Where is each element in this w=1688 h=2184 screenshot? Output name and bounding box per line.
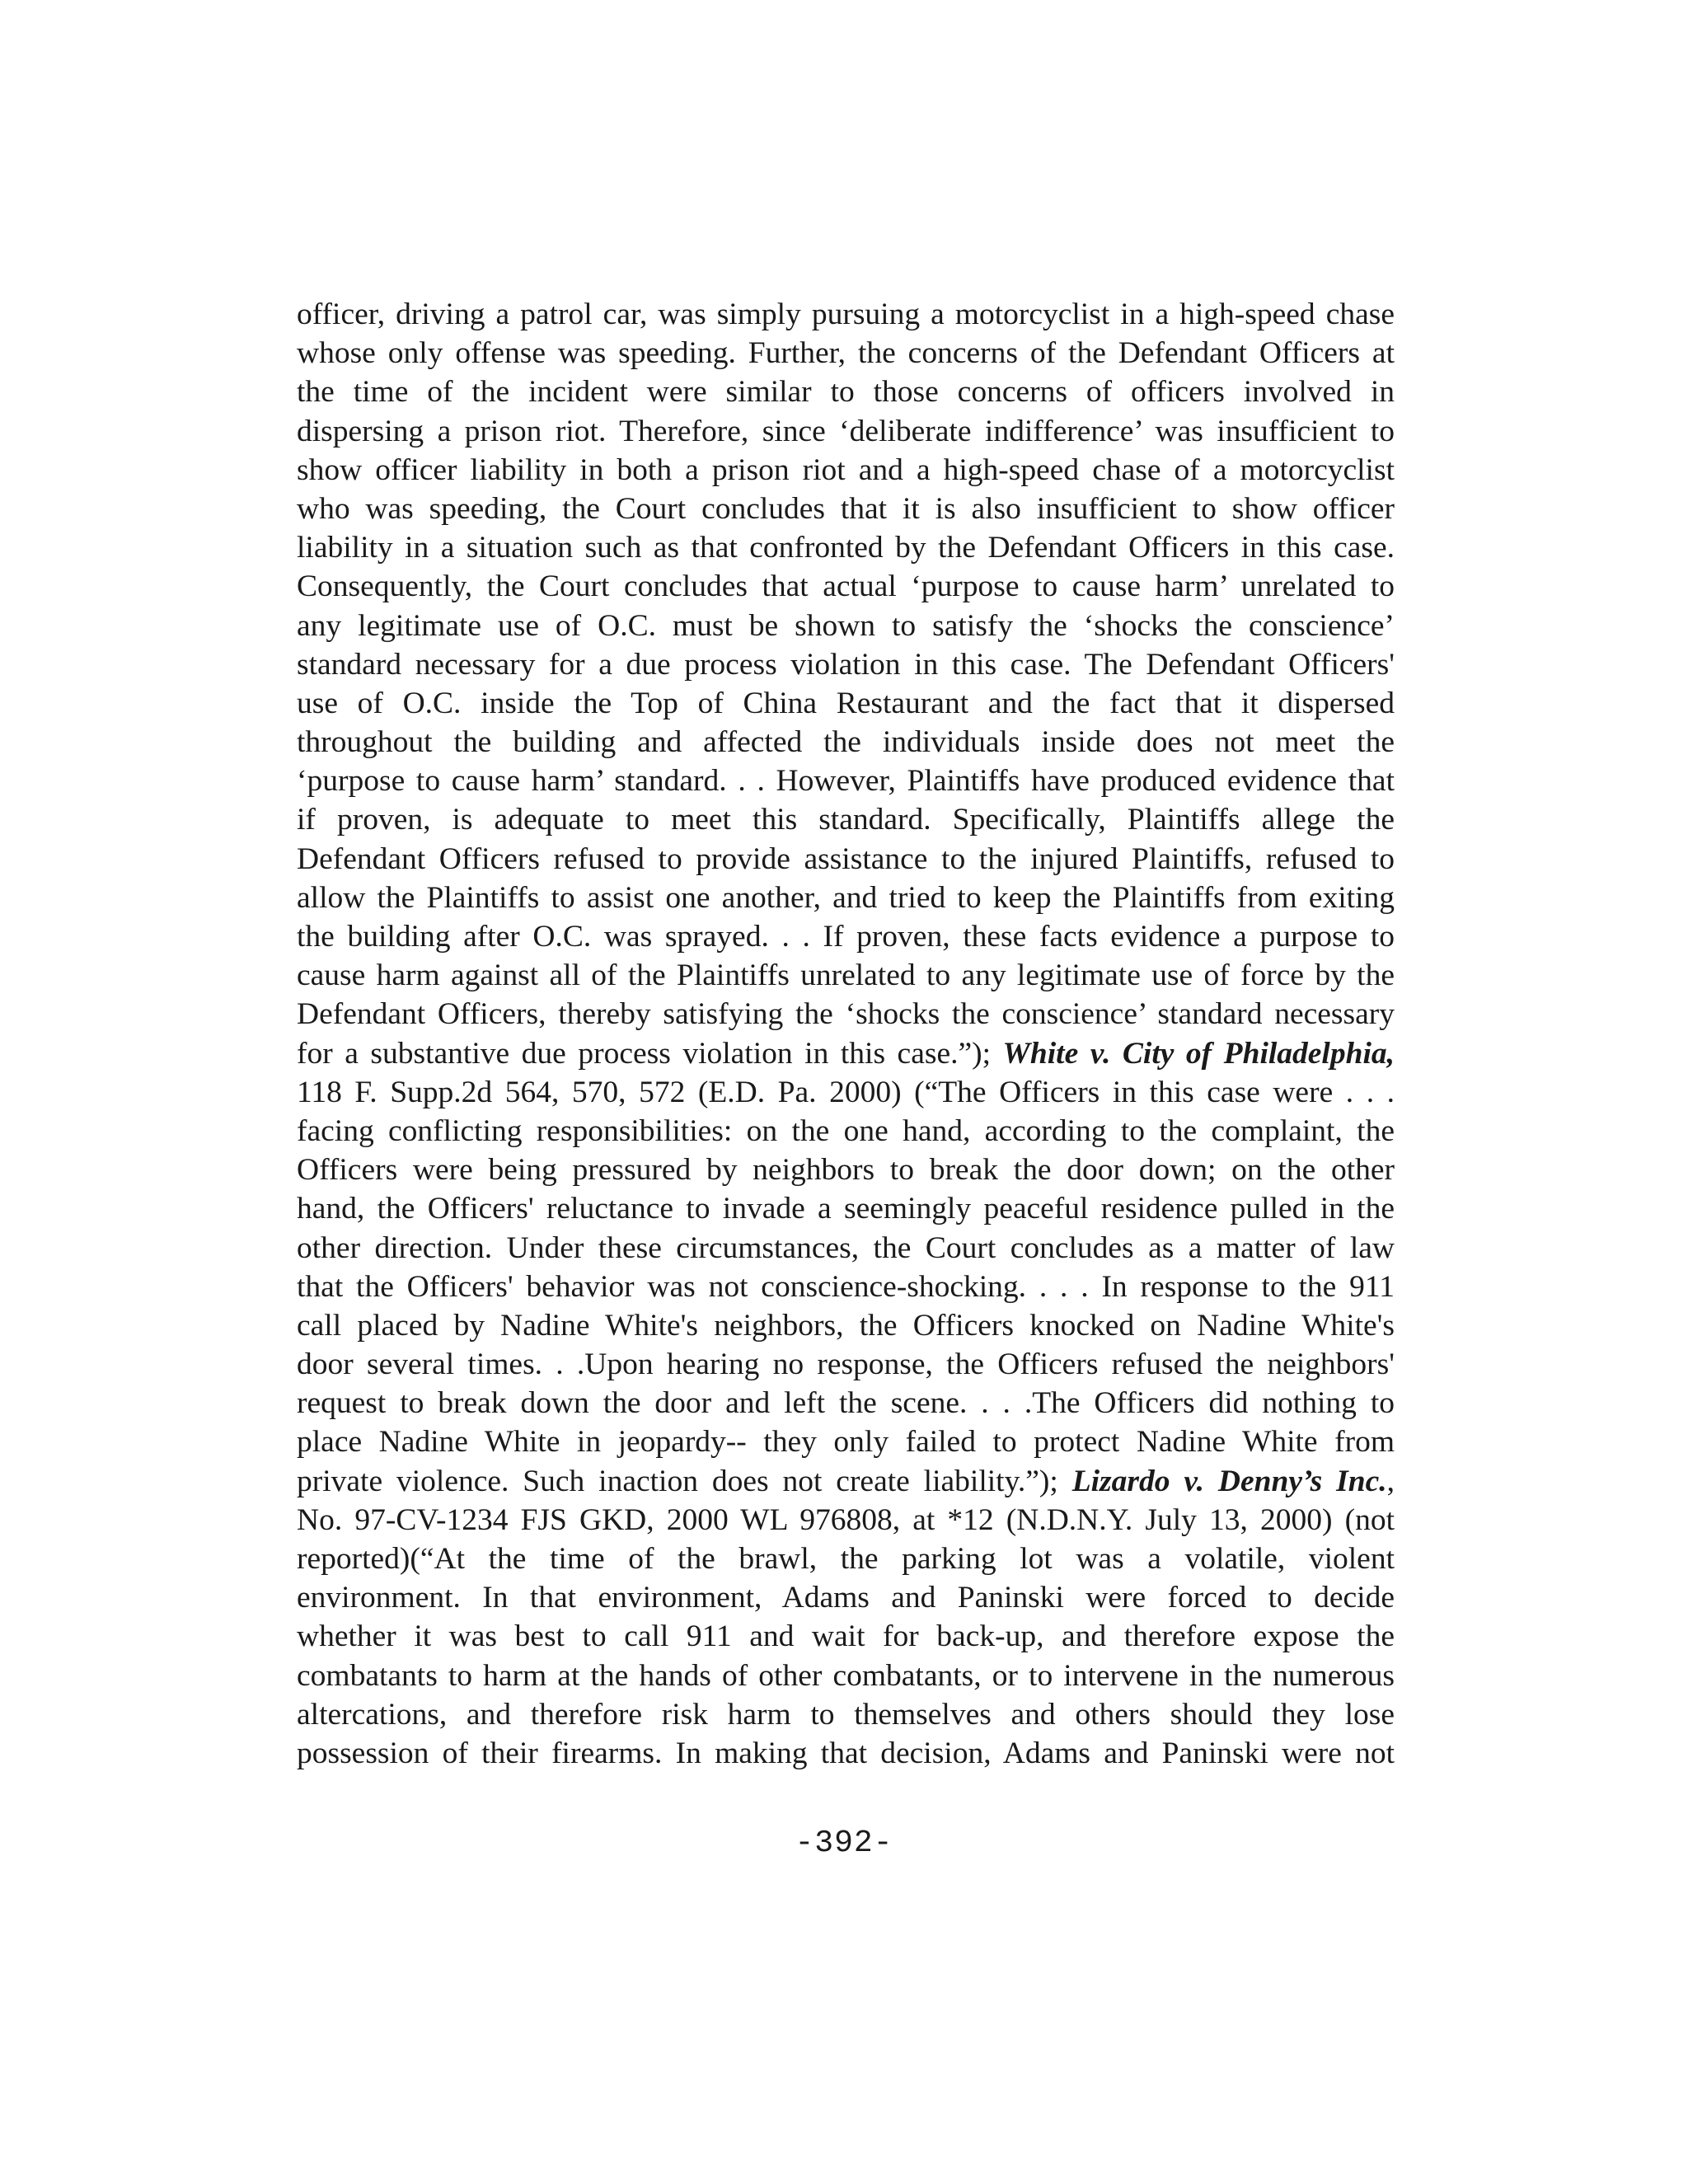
text-line-with-citation [297, 1462, 1395, 1501]
case-citation-lizardo: Lizardo v. Denny’s Inc. [1071, 1464, 1387, 1498]
text-line: use of O.C. inside the Top of China Restaurant and the fact that it dispersed [297, 686, 1395, 720]
text-line: place Nadine White in jeopardy-- they only failed to protect Nadine White from [297, 1425, 1395, 1460]
text-line: possession of their firearms. In making that decision, Adams and Paninski were not [297, 1736, 1395, 1770]
text-line: ‘purpose to cause harm’ standard. . . However, Plaintiffs have produced evidence that [297, 764, 1395, 799]
text-line: reported)(“At the time of the brawl, the parking lot was a volatile, violent [297, 1542, 1395, 1576]
text-line: call placed by Nadine White's neighbors, the Officers knocked on Nadine White's [297, 1308, 1395, 1343]
text-line: standard necessary for a due process violation in this case. The Defendant Officers' [297, 647, 1395, 682]
case-citation-white: White v. City of Philadelphia, [1002, 1036, 1395, 1071]
text-line: environment. In that environment, Adams and Paninski were forced to decide [297, 1581, 1395, 1615]
text-line: request to break down the door and left the scene. . . .The Officers did nothing to [297, 1386, 1395, 1421]
text-line: altercations, and therefore risk harm to themselves and others should they lose [297, 1697, 1395, 1732]
text-line: combatants to harm at the hands of other combatants, or to intervene in the numerous [297, 1658, 1395, 1693]
text-line: throughout the building and affected the individuals inside does not meet the [297, 725, 1395, 760]
text-line: the building after O.C. was sprayed. . . If proven, these facts evidence a purpose to [297, 920, 1395, 954]
text-line: other direction. Under these circumstances, the Court concludes as a matter of law [297, 1230, 1395, 1265]
text-line: Defendant Officers, thereby satisfying the ‘shocks the conscience’ standard necessary [297, 997, 1395, 1032]
text-line: Consequently, the Court concludes that actual ‘purpose to cause harm’ unrelated to [297, 569, 1395, 604]
text-line: door several times. . .Upon hearing no response, the Officers refused the neighbors' [297, 1347, 1395, 1382]
text-line: show officer liability in both a prison riot and a high-speed chase of a motorcyclist [297, 452, 1395, 487]
text-line: who was speeding, the Court concludes that it is also insufficient to show officer [297, 491, 1395, 526]
text-line-with-citation [297, 1034, 1395, 1073]
text-segment: private violence. Such inaction does not create liability.”); [297, 1464, 1072, 1498]
page-number: -392- [795, 1825, 893, 1861]
text-line: allow the Plaintiffs to assist one another, and tried to keep the Plaintiffs from exiting [297, 880, 1395, 915]
text-line: that the Officers' behavior was not conscience-shocking. . . . In response to the 911 [297, 1269, 1395, 1304]
text-line: the time of the incident were similar to those concerns of officers involved in [297, 375, 1395, 410]
text-line: 118 F. Supp.2d 564, 570, 572 (E.D. Pa. 2000) (“The Officers in this case were . . . [297, 1075, 1395, 1109]
text-line: hand, the Officers' reluctance to invade a seemingly peaceful residence pulled in the [297, 1192, 1395, 1226]
text-line: facing conflicting responsibilities: on the one hand, according to the complaint, the [297, 1113, 1395, 1148]
text-segment: for a substantive due process violation in this case.”); [297, 1036, 1003, 1071]
text-line: officer, driving a patrol car, was simply pursuing a motorcyclist in a high-speed chase [297, 298, 1395, 331]
text-line: No. 97-CV-1234 FJS GKD, 2000 WL 976808, at *12 (N.D.N.Y. July 13, 2000) (not [297, 1502, 1395, 1537]
text-line: Officers were being pressured by neighbors to break the door down; on the other [297, 1153, 1395, 1188]
body-text [297, 295, 1395, 1773]
text-segment: , [1386, 1464, 1395, 1498]
text-line: Defendant Officers refused to provide assistance to the injured Plaintiffs, refused to [297, 841, 1395, 876]
text-line: any legitimate use of O.C. must be shown to satisfy the ‘shocks the conscience’ [297, 608, 1395, 643]
text-line: liability in a situation such as that confronted by the Defendant Officers in this case. [297, 531, 1395, 565]
text-line: whose only offense was speeding. Further, the concerns of the Defendant Officers at [297, 336, 1395, 371]
text-line: if proven, is adequate to meet this standard. Specifically, Plaintiffs allege the [297, 803, 1395, 837]
text-line: whether it was best to call 911 and wait for back-up, and therefore expose the [297, 1619, 1395, 1654]
text-line: dispersing a prison riot. Therefore, since ‘deliberate indifference’ was insufficient to [297, 414, 1395, 448]
text-line: cause harm against all of the Plaintiffs unrelated to any legitimate use of force by the [297, 958, 1395, 993]
